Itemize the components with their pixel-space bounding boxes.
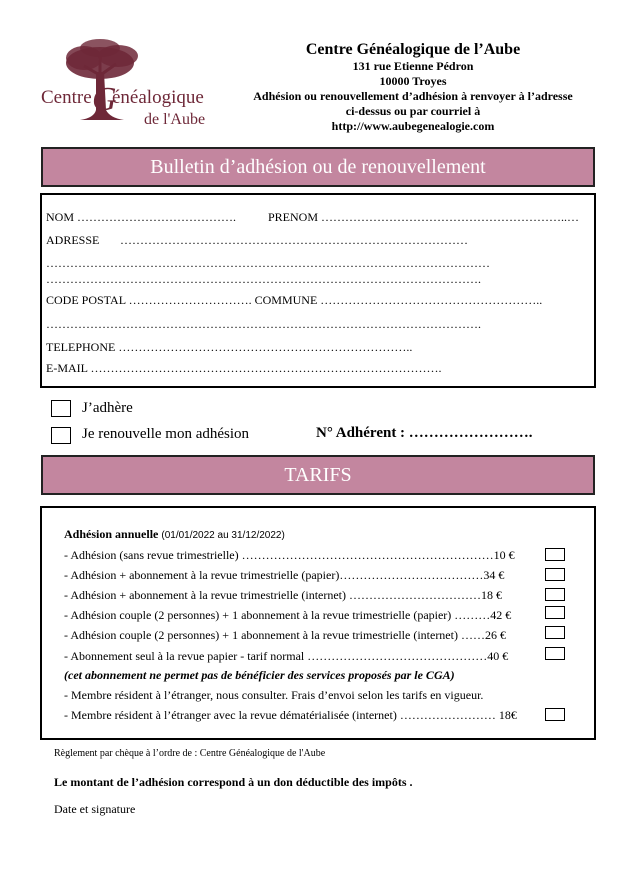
tarif-checkbox-foreign[interactable] (545, 708, 565, 721)
logo-word-aube: de l'Aube (144, 111, 206, 128)
org-name: Centre Généalogique de l’Aube (305, 41, 521, 58)
logo-letter-g: G (92, 81, 117, 118)
org-street: 131 rue Etienne Pédron (352, 59, 474, 73)
org-city: 10000 Troyes (379, 74, 447, 88)
field-adresse-line2[interactable]: ………………………………………………………………………………………………… (46, 256, 490, 270)
tarif-note: (cet abonnement ne permet pas de bénéficier des services proposés par le CGA) (64, 668, 455, 682)
org-header (228, 40, 598, 134)
tarif-row-2: - Adhésion + abonnement à la revue trimestrielle (papier)………………………………34 € (64, 568, 505, 582)
tarif-checkbox-4[interactable] (545, 606, 565, 619)
tarif-row-3: - Adhésion + abonnement à la revue trimestrielle (internet) ……………………………18 € (64, 588, 502, 602)
tarifs-heading (64, 527, 285, 543)
field-commune-line2[interactable]: ………………………………………………………………………………………………. (46, 317, 481, 331)
payment-note: Règlement par chèque à l’ordre de : Centre Généalogique de l'Aube (54, 748, 326, 759)
tax-deductible-note: Le montant de l’adhésion correspond à un don déductible des impôts . (54, 775, 413, 789)
org-website[interactable]: http://www.aubegenealogie.com (331, 119, 495, 133)
tarif-checkbox-3[interactable] (545, 588, 565, 601)
cga-logo (40, 38, 215, 130)
logo-word-centre: Centre (41, 87, 92, 108)
field-nom[interactable]: NOM …………………………………. (46, 210, 237, 224)
field-adresse[interactable]: …………………………………………………………………………… (120, 233, 468, 247)
field-prenom[interactable]: PRENOM ……………………………………………………..… (268, 210, 580, 224)
tarifs-period: (01/01/2022 au 31/12/2022) (161, 530, 285, 541)
tarif-row-6: - Abonnement seul à la revue papier - tarif normal ………………………………………40 € (64, 649, 509, 663)
tarifs-heading-title: Adhésion annuelle (64, 527, 159, 541)
renew-label: Je renouvelle mon adhésion (82, 426, 250, 442)
tarif-row-1: - Adhésion (sans revue trimestrielle) ………………………………………………………10 € (64, 548, 515, 562)
send-instructions-1: Adhésion ou renouvellement d’adhésion à renvoyer à l’adresse (253, 89, 573, 103)
adhere-checkbox[interactable] (51, 400, 71, 417)
tarif-checkbox-2[interactable] (545, 568, 565, 581)
tarifs-box (40, 506, 596, 740)
logo-word-genealogique: énéalogique (112, 87, 204, 108)
field-code-postal-commune[interactable]: CODE POSTAL …………………………. COMMUNE ……………………………………………….. (46, 293, 543, 307)
member-number-field[interactable]: N° Adhérent : ……………………. (316, 425, 533, 441)
field-email[interactable]: E-MAIL ……………………………………………………………………………. (46, 361, 442, 375)
member-info-form (40, 193, 596, 388)
field-adresse-line3[interactable]: ………………………………………………………………………………………………. (46, 272, 481, 286)
tarif-checkbox-6[interactable] (545, 647, 565, 660)
adhere-label: J’adhère (82, 400, 133, 416)
tarif-foreign-1: - Membre résident à l’étranger, nous consulter. Frais d’envoi selon les tarifs en vigueur. (64, 688, 484, 702)
tarif-row-4: - Adhésion couple (2 personnes) + 1 abonnement à la revue trimestrielle (papier) ………42 € (64, 608, 512, 622)
tarif-foreign-2: - Membre résident à l’étranger avec la revue dématérialisée (internet) …………………… 18€ (64, 708, 517, 722)
membership-banner: Bulletin d’adhésion ou de renouvellement (41, 147, 595, 187)
tarif-checkbox-5[interactable] (545, 626, 565, 639)
tarif-row-5: - Adhésion couple (2 personnes) + 1 abonnement à la revue trimestrielle (internet) ……26 € (64, 628, 506, 642)
date-signature-label: Date et signature (54, 802, 136, 816)
tarifs-banner: TARIFS (41, 455, 595, 495)
send-instructions-2: ci-dessus ou par courriel à (345, 104, 481, 118)
renew-checkbox[interactable] (51, 427, 71, 444)
field-adresse-label: ADRESSE (46, 233, 100, 247)
tarif-checkbox-1[interactable] (545, 548, 565, 561)
field-telephone[interactable]: TELEPHONE ……………………………………………………………….. (46, 340, 413, 354)
